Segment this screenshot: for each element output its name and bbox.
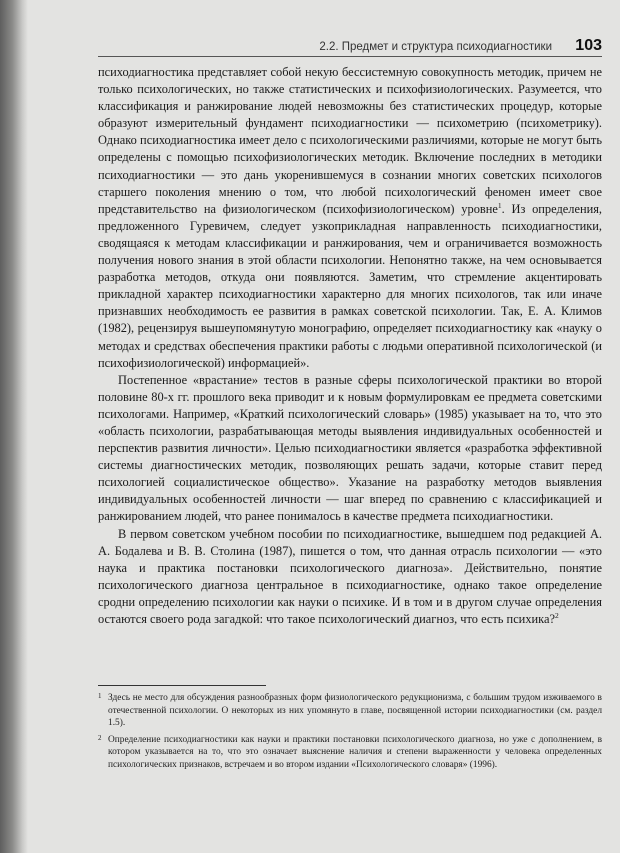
footnote-reference[interactable]: 1	[497, 200, 502, 210]
book-page	[28, 0, 620, 853]
footnote-mark: 2	[98, 733, 102, 742]
body-paragraph	[98, 372, 602, 526]
page-number: 103	[575, 37, 602, 54]
paragraph-text: . Из определения, предложенного Гуревичем, следует узкоприкладная направленность психодиагностики, сводящаяся к методам классификации и ранжирования, чем и ограничивается возможность получения нового знания в этой области психологии. Непонятно также, на чем основывается разработка методов, откуда они появляются. Заметим, что стремление акцентировать прикладной характер психодиагностики характерно для многих психологов, так или иначе признавших необходимость ее развития в рамках советской психологии. Так, Е. А. Климов (1982), рецензируя вышеупомянутую монографию, определяет психодиагностику как «науку о методах и средствах обеспечения практики работы с людьми оперативной психологической (и психофизиологической) информацией».	[98, 201, 603, 370]
footnotes	[98, 692, 602, 776]
paragraph-text: В первом советском учебном пособии по психодиагностике, вышедшем под редакцией А. А. Бодалева и В. В. Столина (1987), пишется о том, что данная отрасль психологии — «это наука и практика постановки психологического диагноза». Действительно, понятие психологического диагноза центральное в психодиагностике, однако такое определение сродни определению психологии как науки о психике. И в том и в другом случае определения остаются своего рода загадкой: что такое психологический диагноз, что есть психика?	[98, 526, 602, 626]
footnote-reference[interactable]: 2	[554, 610, 559, 620]
book-spine-shadow	[0, 0, 28, 853]
body-paragraph	[98, 64, 602, 372]
footnote-item	[98, 734, 602, 772]
footnote-text: Определение психодиагностики как науки и практики постановки психологического диагноза, но уже с дополнением, в котором указывается на то, что это означает выяснение наличия и степени выраженности у человека определенных психологических признаков, встречаем и во втором издании «Психологического словаря» (1996).	[108, 734, 602, 770]
running-header	[98, 34, 602, 57]
paragraph-text: Постепенное «врастание» тестов в разные сферы психологической практики во второй половине 80-х гг. прошлого века приводит и к новым формулировкам ее предмета советскими психологами. Например, «Краткий психологический словарь» (1985) указывает на то, что это «область психологии, разрабатывающая методы выявления индивидуальных особенностей и перспектив развития личности». Целью психодиагностики является «разработка эффективной системы диагностических методик, позволяющих решать задачи, которые ставит перед психологией социалистическое общество». Указание на разработку методов выявления индивидуальных особенностей личности — шаг вперед по сравнению с классификацией и ранжированием людей, что ранее понималось в качестве предмета психодиагностики.	[98, 372, 602, 524]
footnote-text: Здесь не место для обсуждения разнообразных форм физиологического редукционизма, с большим трудом изживаемого в отечественной психологии. О некоторых из них упомянуто в главе, посвященной истории психодиагностики (см. раздел 1.5).	[108, 693, 602, 729]
paragraph-text: психодиагностика представляет собой некую бессистемную совокупность методик, причем не только психологических, но также статистических и психофизиологических. Разумеется, что классификация и ранжирование людей невозможны без статистических процедур, которые образуют измерительный фундамент психодиагностики — психометрию (психометрику). Однако психодиагностика имеет дело с психологическими различиями, которые не могут быть определены с помощью психофизиологических методик. Включение последних в методики психодиагностики — это дань укоренившемуся в сознании многих советских психологов старшего поколения мнению о том, что любой психологический феномен имеет свое представительство на физиологическом (психофизиологическом) уровне	[98, 65, 602, 216]
footnote-mark: 1	[98, 692, 102, 700]
footnote-divider	[98, 685, 266, 686]
running-title: 2.2. Предмет и структура психодиагностики	[319, 41, 552, 53]
body-paragraph	[98, 526, 602, 629]
main-text	[98, 64, 602, 628]
footnote-item	[98, 692, 602, 730]
